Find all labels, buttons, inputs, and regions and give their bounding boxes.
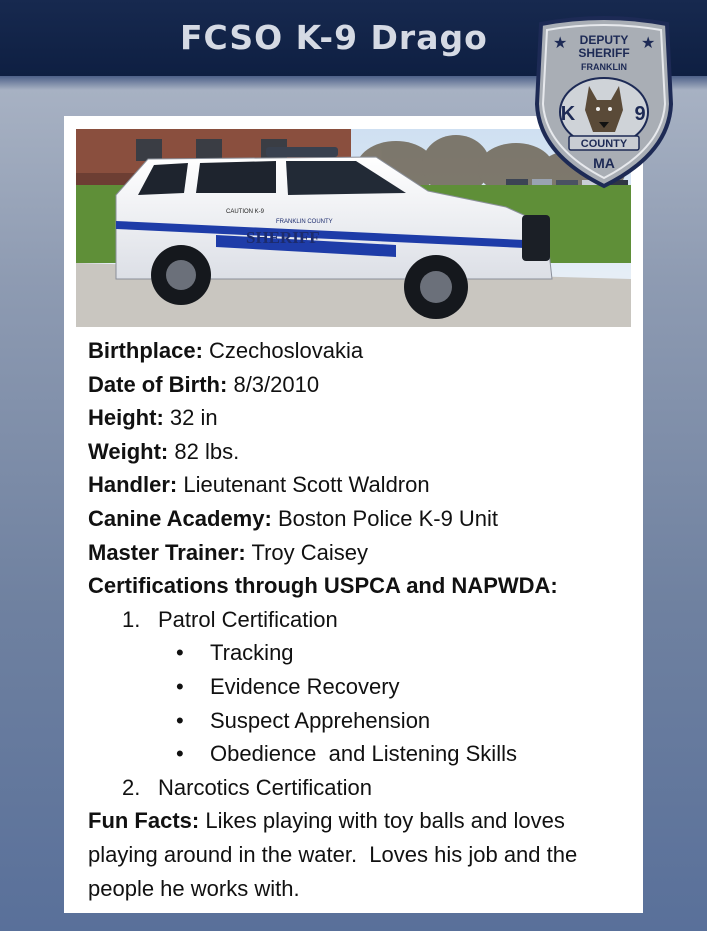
height-value: 32 in (169, 405, 218, 431)
certifications-heading: Certifications through USPCA and NAPWDA: (88, 573, 558, 599)
fact-height (88, 401, 636, 435)
academy-value: Boston Police K-9 Unit (277, 505, 499, 531)
cert-name: Narcotics Certification (158, 774, 372, 800)
badge-line5: MA (593, 155, 615, 171)
height-label: Height: (88, 405, 164, 431)
page-title: FCSO K-9 Drago (180, 18, 488, 57)
bullet-icon: • (176, 673, 184, 699)
bullet-icon: • (176, 707, 184, 733)
bullet-icon: • (176, 741, 184, 767)
cert-item (88, 771, 636, 805)
bullet-icon: • (176, 640, 184, 666)
profile-facts (88, 334, 636, 905)
fact-dob (88, 368, 636, 402)
trainer-value: Troy Caisey (251, 539, 368, 565)
handler-value: Lieutenant Scott Waldron (183, 472, 430, 498)
badge-line4: COUNTY (580, 138, 628, 150)
cert-item (88, 603, 636, 637)
badge-line1: DEPUTY (579, 33, 629, 47)
skill-name: Evidence Recovery (210, 673, 400, 699)
skill-item (88, 737, 636, 771)
profile-card (64, 116, 643, 913)
fun-facts-value: Likes playing with toy balls and loves playing around in the water. Loves his job and the people he works with. (88, 808, 584, 901)
k9-badge-logo (531, 14, 677, 190)
skill-item (88, 704, 636, 738)
birthplace-value: Czechoslovakia (209, 338, 364, 363)
skill-name: Suspect Apprehension (210, 707, 431, 733)
cert-number: 1. (122, 606, 141, 632)
weight-label: Weight: (88, 438, 169, 464)
badge-nine: 9 (634, 103, 646, 125)
handler-label: Handler: (88, 472, 178, 498)
skill-item (88, 670, 636, 704)
fact-handler (88, 468, 636, 502)
cruiser-sheriff-text: SHERIFF (246, 228, 320, 247)
birthplace-label: Birthplace: (88, 338, 203, 363)
fact-weight (88, 435, 636, 469)
cert-name: Patrol Certification (158, 606, 338, 632)
star-icon: ★ (553, 33, 568, 52)
star-icon: ★ (641, 33, 656, 52)
badge-line3: FRANKLIN (581, 62, 627, 72)
cruiser-county-text: FRANKLIN COUNTY (276, 219, 333, 225)
cruiser-caution-text: CAUTION K-9 (226, 209, 265, 215)
dob-value: 8/3/2010 (233, 371, 320, 397)
fact-trainer (88, 536, 636, 570)
dob-label: Date of Birth: (88, 371, 228, 397)
skill-name: Obedience and Listening Skills (210, 741, 517, 767)
cert-number: 2. (122, 774, 141, 800)
skill-name: Tracking (210, 640, 294, 666)
skill-item (88, 636, 636, 670)
academy-label: Canine Academy: (88, 505, 272, 531)
fact-birthplace (88, 334, 636, 368)
sheriff-badge (531, 14, 677, 190)
badge-k: K (560, 103, 576, 125)
badge-line2: SHERIFF (578, 46, 630, 60)
weight-value: 82 lbs. (174, 438, 240, 464)
fun-facts-label: Fun Facts: (88, 808, 200, 834)
trainer-label: Master Trainer: (88, 539, 246, 565)
fact-fun (88, 804, 636, 905)
fact-academy (88, 502, 636, 536)
